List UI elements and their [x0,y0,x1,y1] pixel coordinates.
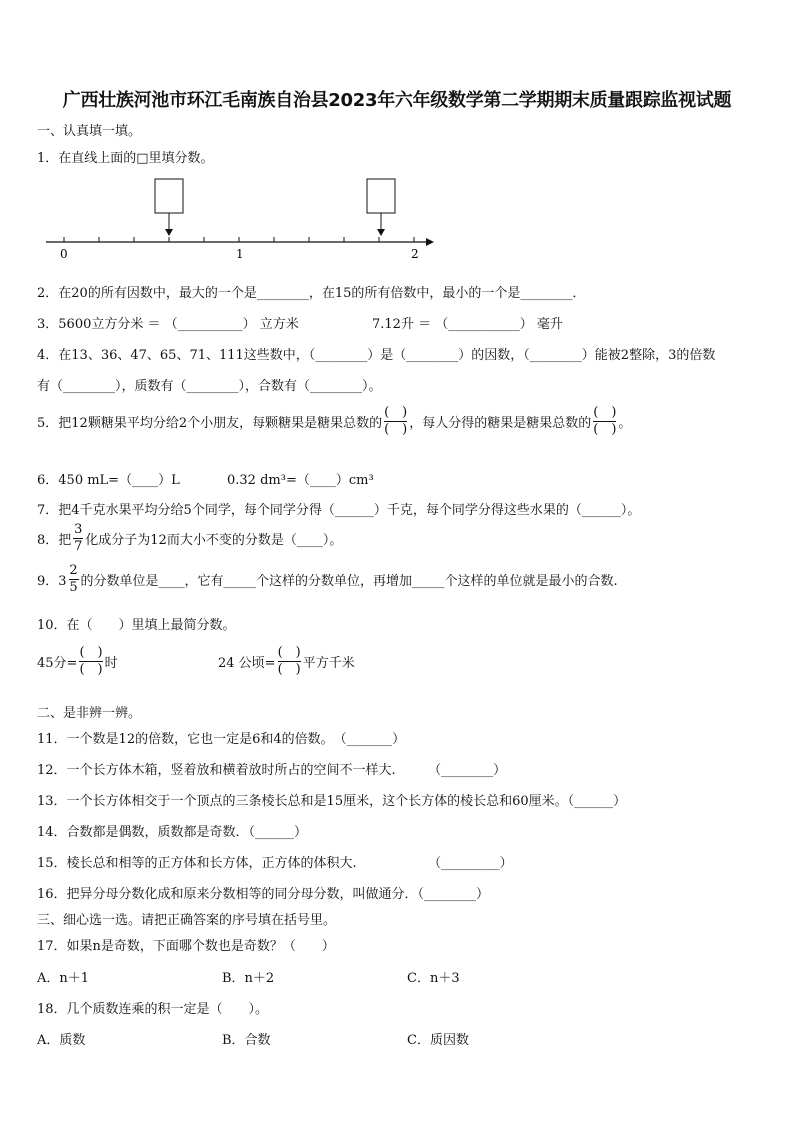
question-5-text-c: 。 [618,416,632,431]
fraction-blank-4[interactable]: $\frac{( )}{( )}$ [277,645,301,677]
question-17-option-a[interactable]: A．n＋1 [37,971,90,986]
question-10b-unit: 平方千米 [302,656,355,671]
arrow-2-head [377,229,385,236]
question-2: 2．在20的所有因数中，最大的一个是________，在15的所有倍数中，最小的一个是________． [37,286,586,301]
question-4-line-1: 4．在13、36、47、65、71、111这些数中，（________）是（________）的因数，（________）能被2整除，3的倍数 [37,348,716,363]
question-8-text-a: 8．把 [37,533,72,548]
question-5-text-b: ，每人分得的糖果是糖果总数的 [409,416,592,431]
question-10b-text: 24 公顷= [218,656,276,671]
axis-ticks [64,237,414,242]
question-9-text-b: 的分数单位是____，它有_____个这样的分数单位，再增加_____个这样的单位就是最小的合数. [80,574,618,589]
question-7: 7．把4千克水果平均分给5个同学，每个同学分得（______）千克，每个同学分得这些水果的（______）。 [37,503,641,518]
question-10a-text: 45分= [37,656,78,671]
question-16: 16．把异分母分数化成和原来分数相等的同分母分数，叫做通分．（________） [37,887,490,902]
question-5-text-a: 5．把12颗糖果平均分给2个小朋友，每颗糖果是糖果总数的 [37,416,383,431]
section-1-heading: 一、认真填一填。 [37,124,142,139]
question-18: 18．几个质数连乘的积一定是（ ）。 [37,1002,269,1017]
question-18-option-a[interactable]: A．质数 [37,1033,86,1048]
question-11: 11．一个数是12的倍数，它也一定是6和4的倍数。 （_______） [37,732,406,747]
question-8 [37,522,342,555]
fraction-blank-1[interactable]: $\frac{( )}{( )}$ [384,405,408,437]
fraction-blank-2[interactable]: $\frac{( )}{( )}$ [593,405,617,437]
question-14: 14．合数都是偶数，质数都是奇数．（______） [37,825,308,840]
question-10-part-b [218,645,355,678]
fraction-three-sevenths: $\frac{3}{7}$ [74,522,83,554]
question-18-option-b[interactable]: B．合数 [222,1033,271,1048]
question-9-text-a: 9．3 [37,574,67,589]
section-2-heading: 二、是非辨一辨。 [37,706,142,721]
question-12: 12．一个长方体木箱，竖着放和横着放时所占的空间不一样大. （________） [37,763,507,778]
fraction-blank-3[interactable]: $\frac{( )}{( )}$ [79,645,103,677]
tick-label-1: 1 [236,247,244,261]
axis-arrowhead [426,238,434,246]
question-15: 15．棱长总和相等的正方体和长方体，正方体的体积大. （_________） [37,856,513,871]
answer-box-1[interactable] [155,179,183,213]
question-1: 1．在直线上面的□里填分数。 [37,151,214,166]
question-8-text-b: 化成分子为12而大小不变的分数是（____）。 [85,533,343,548]
section-3-heading: 三、细心选一选。请把正确答案的序号填在括号里。 [37,913,337,928]
question-10a-unit: 时 [104,656,118,671]
number-line [40,176,440,266]
question-3-part-a: 3．5600立方分米 ＝ （__________） 立方米 [37,317,299,332]
question-4-line-2: 有（________），质数有（________），合数有（________）。 [37,379,382,394]
tick-label-0: 0 [60,247,68,261]
question-6-part-a: 6．450 mL=（____）L [37,473,180,488]
question-17-option-b[interactable]: B．n＋2 [222,971,275,986]
question-18-option-c[interactable]: C．质因数 [407,1033,469,1048]
question-3-part-b: 7.12升 ＝ （___________） 毫升 [372,317,563,332]
question-13: 13．一个长方体相交于一个顶点的三条棱长总和是15厘米，这个长方体的棱长总和60厘米。（______） [37,794,627,809]
tick-label-2: 2 [411,247,419,261]
question-6-part-b: 0.32 dm³=（____）cm³ [227,473,374,488]
page-title: 广西壮族河池市环江毛南族自治县2023年六年级数学第二学期期末质量跟踪监视试题 [62,90,732,111]
question-9 [37,563,618,596]
arrow-1-head [165,229,173,236]
question-17-option-c[interactable]: C．n＋3 [407,971,460,986]
answer-box-2[interactable] [367,179,395,213]
question-10: 10．在（ ）里填上最简分数。 [37,618,236,633]
question-17: 17．如果n是奇数，下面哪个数也是奇数？（ ） [37,939,335,954]
fraction-two-fifths: $\frac{2}{5}$ [69,563,78,595]
question-10-part-a [37,645,118,678]
question-5 [37,405,631,438]
